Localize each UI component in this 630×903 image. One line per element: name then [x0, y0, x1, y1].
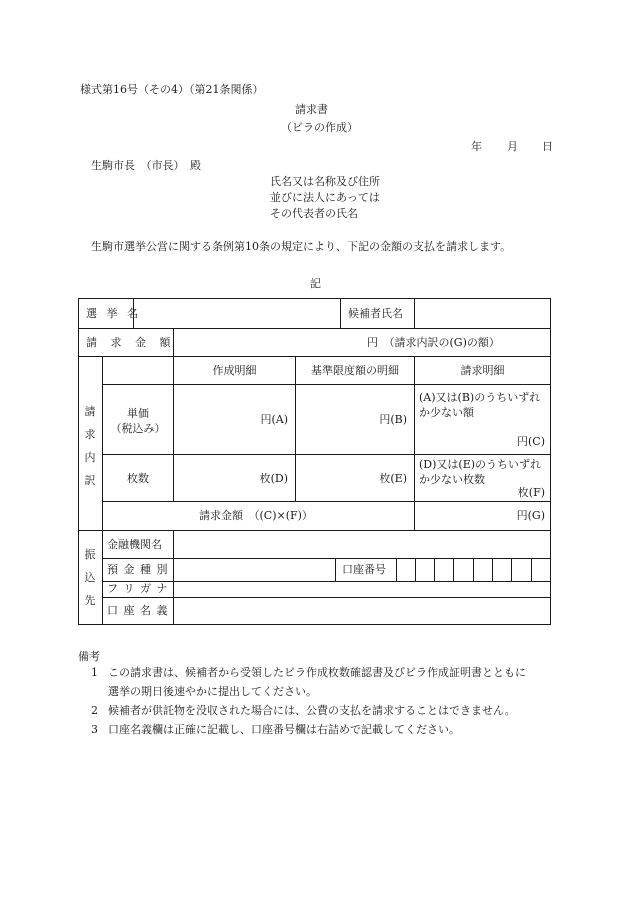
- table-border: [102, 384, 551, 385]
- claimant-line-2: 並びに法人にあっては: [270, 191, 380, 204]
- note-2-number: 2: [91, 704, 98, 717]
- table-border: [102, 597, 551, 598]
- account-digit-box: [434, 558, 435, 581]
- count-d: 枚(D): [259, 472, 288, 485]
- total-label: 請求金額 （(C)×(F)）: [199, 509, 313, 522]
- notes-heading: 備考: [78, 650, 100, 663]
- election-name-label: 選 挙 名: [86, 307, 141, 320]
- document-subtitle: （ビラの作成）: [281, 121, 358, 134]
- table-border: [102, 581, 551, 582]
- account-digit-box: [531, 558, 532, 581]
- breakdown-label: 請 求 内 訳: [84, 405, 96, 487]
- table-border: [414, 298, 415, 328]
- table-border: [78, 356, 551, 357]
- claimant-line-1: 氏名又は名称及び住所: [270, 175, 380, 188]
- table-border: [102, 454, 551, 455]
- addressee: 生駒市長 （市長） 殿: [91, 159, 201, 172]
- claim-amount-value: 円 （請求内訳の(G)の額）: [367, 336, 500, 349]
- account-number-label: 口座番号: [342, 563, 386, 576]
- body-text: 生駒市選挙公営に関する条例第10条の規定により、下記の金額の支払を請求します。: [91, 240, 512, 253]
- candidate-name-label: 候補者氏名: [348, 307, 403, 320]
- count-f: 枚(F): [517, 486, 545, 499]
- table-border: [102, 356, 103, 624]
- note-1-line-1: この請求書は、候補者から受領したビラ作成枚数確認書及びビラ作成証明書とともに: [108, 666, 526, 679]
- note-1-line-2: 選挙の期日後速やかに提出してください。: [108, 685, 317, 698]
- count-e: 枚(E): [379, 472, 407, 485]
- bank-name-label: 金融機関名: [107, 538, 162, 551]
- unit-price-b: 円(B): [379, 413, 407, 426]
- date-year: 年: [471, 140, 482, 153]
- account-digit-box: [453, 558, 454, 581]
- note-2-line-1: 候補者が供託物を没収された場合には、公費の支払を請求することはできません。: [108, 704, 516, 717]
- account-digit-box: [473, 558, 474, 581]
- table-border: [78, 624, 551, 625]
- claimant-line-3: その代表者の氏名: [270, 207, 358, 220]
- table-border: [102, 558, 551, 559]
- ki-label: 記: [310, 277, 321, 290]
- table-border: [78, 530, 551, 531]
- note-1-number: 1: [91, 666, 98, 679]
- table-border: [396, 558, 397, 581]
- furigana-label: フ リ ガ ナ: [107, 582, 169, 595]
- table-border: [173, 530, 174, 624]
- account-name-label: 口 座 名 義: [107, 604, 169, 617]
- deposit-type-label: 預 金 種 別: [107, 563, 169, 576]
- document-title: 請求書: [295, 103, 328, 116]
- unit-price-label: 単価 （税込み）: [110, 407, 166, 435]
- unit-price-c: 円(C): [517, 435, 545, 448]
- unit-price-a: 円(A): [260, 413, 288, 426]
- column-header-creation: 作成明細: [212, 364, 257, 377]
- table-border: [78, 298, 551, 299]
- table-border: [78, 328, 551, 329]
- count-claim-text: (D)又は(E)のうちいずれ か少ない枚数: [419, 458, 542, 486]
- note-3-number: 3: [91, 723, 98, 736]
- table-border: [78, 298, 79, 625]
- table-border: [102, 501, 551, 502]
- note-3-line-1: 口座名義欄は正確に記載し、口座番号欄は右詰めで記載してください。: [108, 723, 460, 736]
- account-digit-box: [492, 558, 493, 581]
- date-day: 日: [542, 140, 553, 153]
- column-header-limit: 基準限度額の明細: [311, 364, 399, 377]
- column-header-claim: 請求明細: [460, 364, 505, 377]
- account-digit-box: [511, 558, 512, 581]
- table-border: [335, 558, 336, 581]
- account-digit-box: [415, 558, 416, 581]
- total-g: 円(G): [516, 509, 545, 522]
- unit-price-claim-text: (A)又は(B)のうちいずれ か少ない額: [419, 391, 541, 419]
- count-label: 枚数: [127, 472, 149, 485]
- claim-amount-label: 請 求 金 額: [86, 336, 176, 349]
- transfer-label: 振 込 先: [84, 548, 96, 607]
- table-border: [550, 298, 551, 625]
- table-border: [340, 298, 341, 328]
- date-month: 月: [507, 140, 518, 153]
- form-number: 様式第16号（その4）（第21条関係）: [80, 83, 264, 96]
